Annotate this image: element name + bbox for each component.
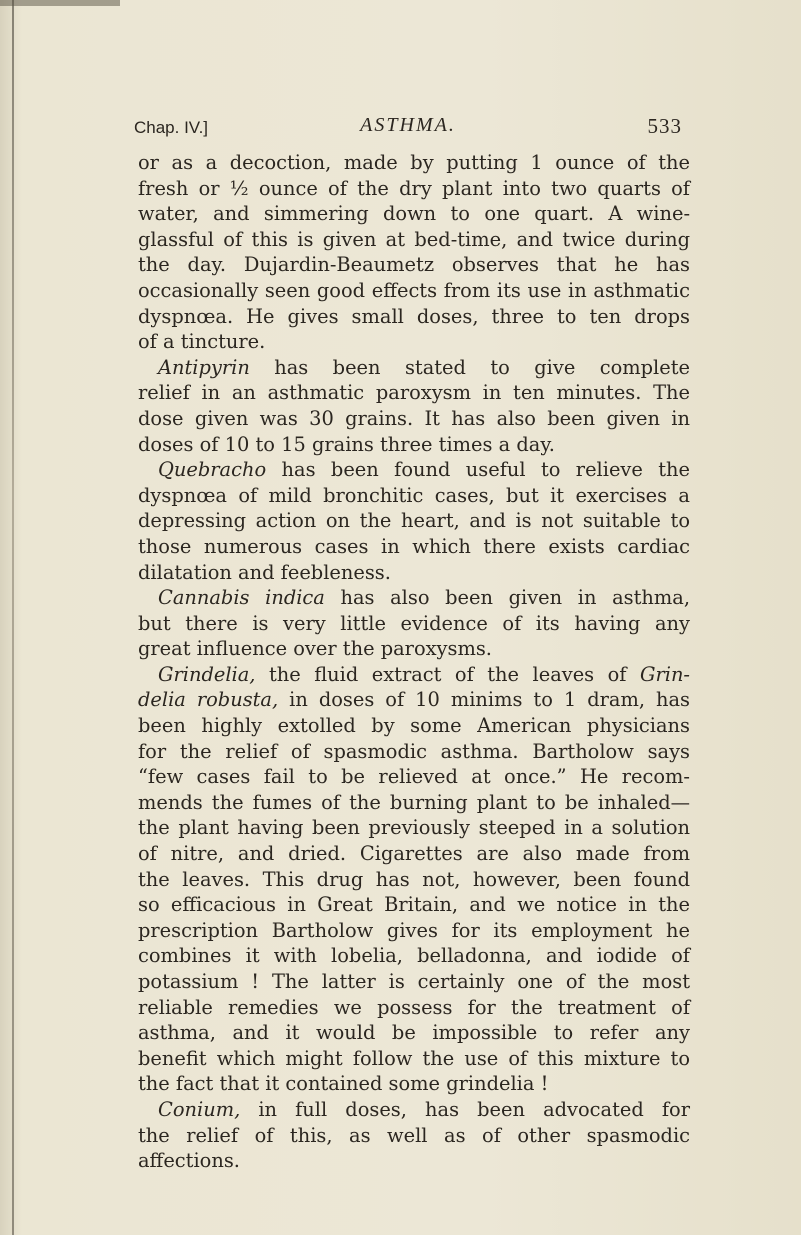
text-run: the leaves. This drug has not, however, been found: [138, 867, 690, 891]
text-line: [138, 380, 690, 406]
italic-term: delia robusta,: [138, 688, 279, 712]
text-run: of nitre, and dried. Cigarettes are also made from: [138, 842, 690, 866]
text-line: [138, 918, 690, 944]
text-line: [138, 278, 690, 304]
text-line: [138, 969, 690, 995]
text-line: [138, 892, 690, 918]
text-run: fresh or ½ ounce of the dry plant into two quarts of: [138, 176, 690, 200]
text-line: [138, 227, 690, 253]
text-run: the day. Dujardin-Beaumetz observes that he has: [138, 253, 690, 277]
text-line: [138, 1046, 690, 1072]
text-run: combines it with lobelia, belladonna, and iodide of: [138, 944, 690, 968]
italic-term: Antipyrin: [158, 355, 250, 379]
text-run: in full doses, has been advocated for: [240, 1097, 690, 1121]
text-run: the fluid extract of the leaves of: [255, 662, 640, 686]
text-line: [138, 815, 690, 841]
text-run: great influence over the paroxysms.: [138, 637, 492, 661]
text-run: those numerous cases in which there exists cardiac: [138, 534, 690, 558]
text-line: [138, 1123, 690, 1149]
text-run: has also been given in asthma,: [324, 586, 690, 610]
text-run: dyspnœa of mild bronchitic cases, but it exercises a: [138, 483, 690, 507]
italic-term: Quebracho: [158, 458, 267, 482]
text-run: dyspnœa. He gives small doses, three to ten drops: [138, 304, 690, 328]
text-run: the plant having been previously steeped in a solution: [138, 816, 690, 840]
running-title: ASTHMA.: [360, 114, 456, 136]
text-line: [138, 508, 690, 534]
text-line: [138, 1071, 690, 1097]
italic-term: Conium,: [158, 1097, 241, 1121]
text-line: [138, 841, 690, 867]
text-run: so efficacious in Great Britain, and we notice in the: [138, 893, 690, 917]
text-line: [138, 355, 690, 381]
text-line: [138, 304, 690, 330]
page-number: 533: [647, 114, 682, 138]
text-run: benefit which might follow the use of this mixture to: [138, 1046, 690, 1070]
text-line: [138, 636, 690, 662]
text-line: [138, 176, 690, 202]
text-run: doses of 10 to 15 grains three times a day.: [138, 432, 555, 456]
text-line: [138, 483, 690, 509]
text-line: [138, 943, 690, 969]
text-line: [138, 252, 690, 278]
body-text: [138, 150, 690, 1174]
text-line: [138, 329, 690, 355]
text-line: [138, 713, 690, 739]
text-run: been highly extolled by some American physicians: [138, 714, 690, 738]
text-run: glassful of this is given at bed-time, and twice during: [138, 227, 690, 251]
text-run: has been found useful to relieve the: [266, 458, 690, 482]
text-run: depressing action on the heart, and is not suitable to: [138, 509, 690, 533]
text-line: [138, 739, 690, 765]
text-run: potassium ! The latter is certainly one of the most: [138, 970, 690, 993]
text-run: “few cases fail to be relieved at once.” He recom-: [138, 765, 690, 789]
text-line: [138, 764, 690, 790]
text-run: water, and simmering down to one quart. A wine-: [138, 202, 690, 226]
text-line: [138, 150, 690, 176]
text-run: of a tincture.: [138, 330, 266, 354]
text-line: [138, 457, 690, 483]
text-line: [138, 585, 690, 611]
italic-term: Grin-: [639, 662, 690, 686]
text-run: the relief of this, as well as of other spasmodic: [138, 1123, 690, 1147]
page-top-edge: [0, 0, 120, 6]
text-run: for the relief of spasmodic asthma. Bartholow says: [138, 739, 690, 763]
text-line: [138, 406, 690, 432]
text-run: dilatation and feebleness.: [138, 560, 391, 584]
text-run: in doses of 10 minims to 1 dram, has: [278, 688, 691, 712]
text-line: [138, 534, 690, 560]
text-run: asthma, and it would be impossible to refer any: [138, 1021, 690, 1045]
text-run: dose given was 30 grains. It has also been given in: [138, 406, 690, 430]
text-line: [138, 687, 690, 713]
text-run: the fact that it contained some grindelia !: [138, 1072, 549, 1096]
italic-term: Cannabis indica: [158, 586, 325, 610]
text-run: relief in an asthmatic paroxysm in ten minutes. The: [138, 381, 690, 405]
text-run: occasionally seen good effects from its use in asthmatic: [138, 278, 690, 302]
text-line: [138, 201, 690, 227]
page-gutter-edge: [12, 0, 14, 1235]
text-line: [138, 790, 690, 816]
text-line: [138, 1148, 690, 1174]
chapter-marker: Chap. IV.]: [134, 118, 209, 137]
text-line: [138, 1020, 690, 1046]
text-line: [138, 432, 690, 458]
text-run: affections.: [138, 1149, 240, 1173]
text-line: [138, 867, 690, 893]
page-header: [134, 112, 682, 142]
italic-term: Grindelia,: [158, 662, 256, 686]
text-line: [138, 1097, 690, 1123]
text-run: reliable remedies we possess for the treatment of: [138, 995, 690, 1019]
text-run: or as a decoction, made by putting 1 ounce of the: [138, 151, 690, 174]
text-run: but there is very little evidence of its having any: [138, 611, 690, 635]
text-line: [138, 560, 690, 586]
text-run: mends the fumes of the burning plant to be inhaled—: [138, 790, 690, 814]
text-run: prescription Bartholow gives for its employment he: [138, 918, 690, 942]
text-line: [138, 662, 690, 688]
text-run: has been stated to give complete: [249, 355, 690, 379]
text-line: [138, 611, 690, 637]
text-line: [138, 995, 690, 1021]
